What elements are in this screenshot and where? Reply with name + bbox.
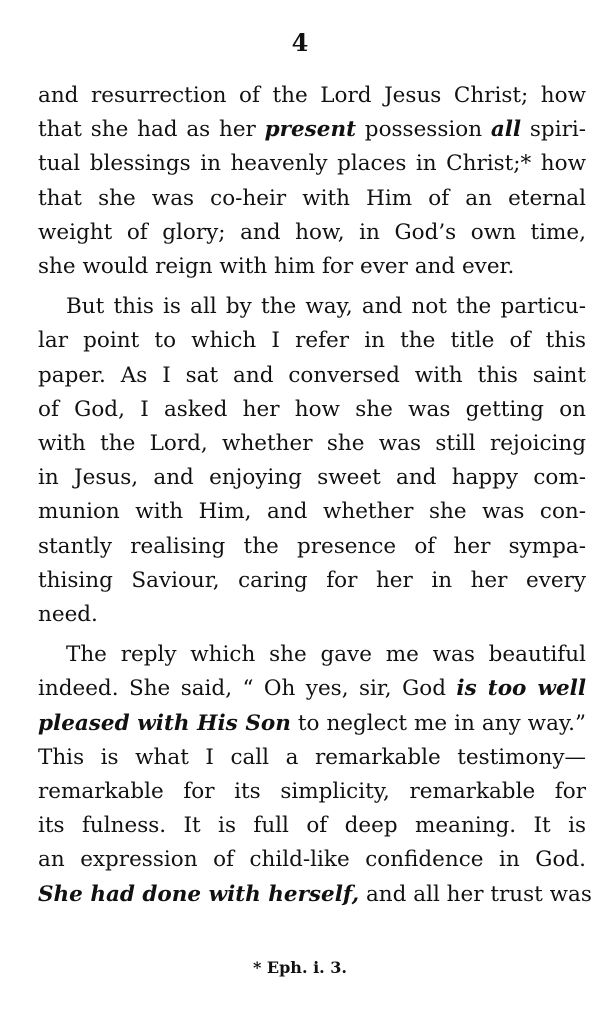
text-line — [38, 113, 586, 147]
text-run: possession — [356, 117, 491, 143]
text-run: and all her trust was — [359, 881, 592, 907]
text-line — [38, 324, 586, 358]
text-line — [38, 250, 586, 284]
text-line — [38, 707, 586, 741]
text-line — [38, 598, 586, 632]
text-run: in Jesus, and enjoying sweet and happy com- — [38, 465, 586, 491]
text-line — [38, 809, 586, 843]
text-line — [38, 427, 586, 461]
text-run: This is what I call a remarkable testimony— — [38, 744, 586, 770]
text-run: an expression of child-like confidence in God. — [38, 847, 586, 873]
text-run: indeed. She said, “ Oh yes, sir, God — [38, 676, 457, 702]
text-line — [38, 564, 586, 598]
text-run: thising Saviour, caring for her in her every — [38, 567, 586, 593]
text-run: she would reign with him for ever and ever. — [38, 254, 515, 280]
paragraph — [38, 79, 586, 284]
text-line — [38, 775, 586, 809]
text-run: weight of glory; and how, in God’s own time, — [38, 219, 586, 245]
text-line — [38, 359, 586, 393]
text-line — [38, 79, 586, 113]
text-run: its fulness. It is full of deep meaning. It is — [38, 813, 586, 839]
text-run: to neglect me in any way.” — [290, 710, 586, 736]
text-line — [38, 638, 586, 672]
emphasis-text: all — [490, 117, 522, 143]
text-run: with the Lord, whether she was still rejoicing — [38, 431, 586, 457]
text-line — [38, 530, 586, 564]
text-run: But this is all by the way, and not the particu- — [66, 294, 586, 320]
emphasis-text: pleased with His Son — [38, 710, 291, 736]
text-run: lar point to which I refer in the title of this — [38, 328, 586, 354]
text-line — [38, 741, 586, 775]
text-line — [38, 843, 586, 877]
text-run: that she had as her — [38, 117, 265, 143]
text-run: that she was co-heir with Him of an eternal — [38, 185, 586, 211]
text-run: need. — [38, 602, 98, 628]
text-run: and resurrection of the Lord Jesus Christ; how — [38, 83, 586, 108]
emphasis-text: present — [264, 117, 357, 143]
emphasis-text: She had done with herself, — [38, 881, 360, 907]
text-line — [38, 672, 586, 706]
text-run: munion with Him, and whether she was con- — [38, 499, 586, 525]
text-run: tual blessings in heavenly places in Christ;* how — [38, 151, 586, 177]
text-run: paper. As I sat and conversed with this saint — [38, 362, 586, 388]
text-line — [38, 216, 586, 250]
text-run: remarkable for its simplicity, remarkable for — [38, 779, 586, 805]
text-run: of God, I asked her how she was getting on — [38, 396, 586, 422]
emphasis-text: is too well — [456, 676, 586, 702]
text-line — [38, 878, 592, 912]
text-line — [38, 495, 586, 529]
text-run: The reply which she gave me was beautiful — [66, 642, 586, 668]
text-line — [38, 461, 586, 495]
body-text — [38, 79, 592, 912]
text-line — [38, 182, 586, 216]
paragraph — [38, 290, 586, 632]
text-run: spiri- — [521, 117, 586, 143]
text-line — [38, 393, 586, 427]
text-line — [38, 290, 586, 324]
page-number: 4 — [291, 28, 309, 57]
footnote: * Eph. i. 3. — [252, 958, 347, 977]
text-run: stantly realising the presence of her sympa- — [38, 533, 586, 559]
text-line — [38, 147, 586, 181]
paragraph — [38, 638, 592, 912]
